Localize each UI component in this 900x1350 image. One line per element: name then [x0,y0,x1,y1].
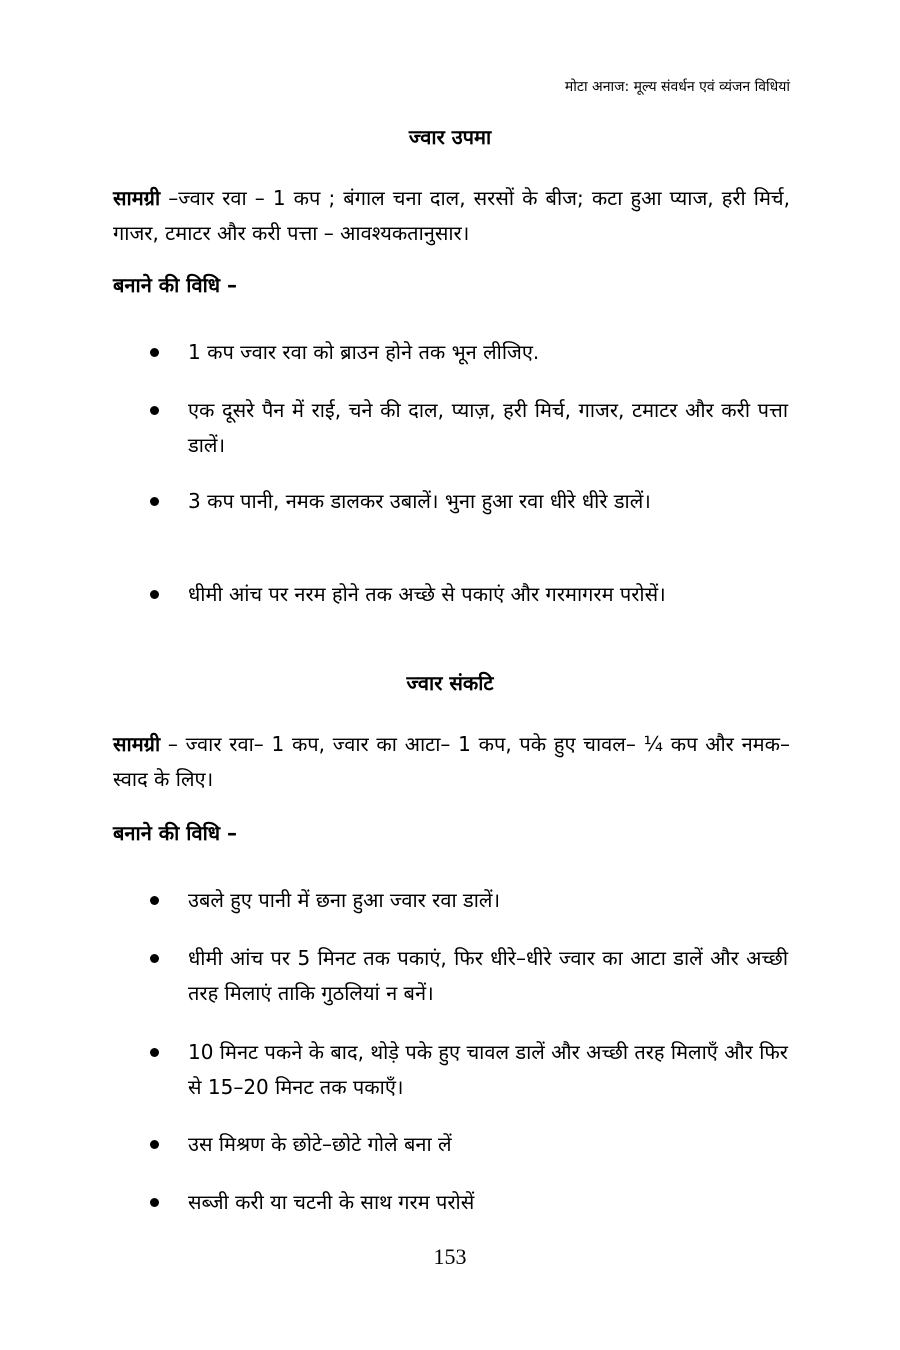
method-heading: बनाने की विधि – [113,821,238,845]
method-heading: बनाने की विधि – [113,273,238,297]
bullet-icon [150,590,159,599]
bullet-icon [150,954,159,963]
step-text: सब्जी करी या चटनी के साथ गरम परोसें [188,1190,475,1214]
step-text: 1 कप ज्वार रवा को ब्राउन होने तक भून लीजिए. [188,340,540,364]
step-text: उबले हुए पानी में छना हुआ ज्वार रवा डालें। [188,888,501,912]
bullet-icon [150,348,159,357]
recipe-title: ज्वार संकटि [406,671,494,695]
ingredients-paragraph [113,181,790,251]
recipe-title: ज्वार उपमा [408,125,492,149]
ingredients-text: – ज्वार रवा– 1 कप, ज्वार का आटा– 1 कप, पके हुए चावल– ¼ कप और नमक– स्वाद के लिए। [113,732,790,791]
bullet-icon [150,406,159,415]
ingredients-label: सामग्री [113,186,161,210]
bullet-icon [150,1140,159,1149]
bullet-icon [150,1198,159,1207]
step-text: एक दूसरे पैन में राई, चने की दाल, प्याज़, हरी मिर्च, गाजर, टमाटर और करी पत्ता डालें। [188,398,788,457]
step-text: 10 मिनट पकने के बाद, थोड़े पके हुए चावल डालें और अच्छी तरह मिलाएँ और फिर से 15–20 मिनट तक पकाएँ। [188,1040,788,1099]
step-text: 3 कप पानी, नमक डालकर उबालें। भुना हुआ रवा धीरे धीरे डालें। [188,489,651,513]
step-text: धीमी आंच पर 5 मिनट तक पकाएं, फिर धीरे–धीरे ज्वार का आटा डालें और अच्छी तरह मिलाएं ताकि गुठलियां न बनें। [188,946,788,1005]
ingredients-paragraph [113,727,790,797]
bullet-icon [150,497,159,506]
step-text: धीमी आंच पर नरम होने तक अच्छे से पकाएं और गरमागरम परोसें। [188,582,666,606]
page-number: 153 [433,1244,467,1269]
bullet-icon [150,1048,159,1057]
ingredients-text: –ज्वार रवा – 1 कप ; बंगाल चना दाल, सरसों के बीज; कटा हुआ प्याज, हरी मिर्च, गाजर, टमाटर और करी पत्ता – आवश्यकतानुसार। [113,186,790,245]
bullet-icon [150,896,159,905]
running-header: मोटा अनाज: मूल्य संवर्धन एवं व्यंजन विधियां [564,79,790,95]
step-text: उस मिश्रण के छोटे–छोटे गोले बना लें [188,1132,452,1156]
ingredients-label: सामग्री [113,732,161,756]
